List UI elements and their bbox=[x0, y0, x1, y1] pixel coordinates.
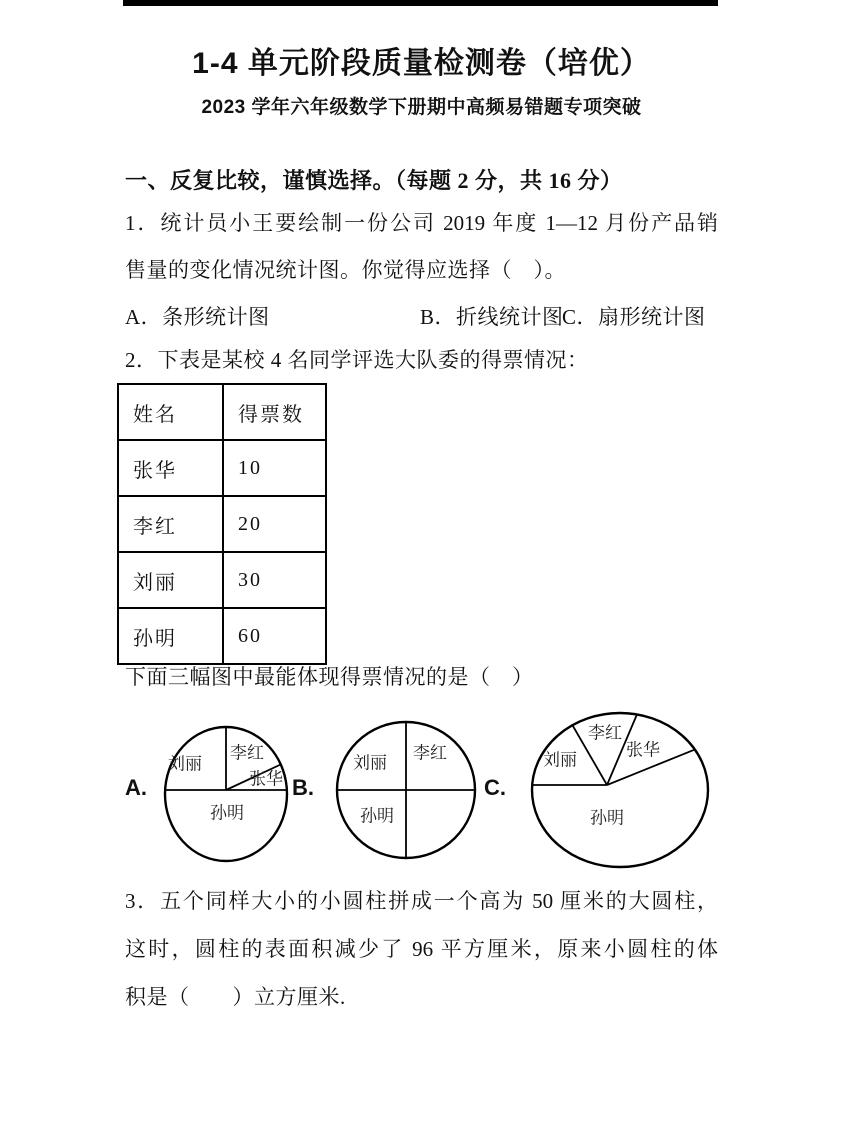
pie-slice-label: 刘丽 bbox=[168, 754, 202, 774]
votes-table bbox=[117, 383, 327, 665]
question-2-intro: 2．下表是某校 4 名同学评选大队委的得票情况： bbox=[125, 348, 589, 372]
question-1-option-b: B．折线统计图 bbox=[420, 305, 564, 329]
table-row bbox=[118, 552, 326, 608]
pie-option-label-b: B. bbox=[292, 775, 314, 800]
pie-slice-label: 李红 bbox=[230, 743, 264, 763]
table-row bbox=[118, 496, 326, 552]
pie-chart-b bbox=[332, 717, 480, 863]
pie-slice-label: 孙明 bbox=[360, 806, 394, 826]
table-header-row bbox=[118, 384, 326, 440]
pie-chart-a bbox=[160, 722, 292, 866]
question-3-line-1: 3．五个同样大小的小圆柱拼成一个高为 50 厘米的大圆柱， bbox=[125, 889, 718, 913]
pie-slice-label: 李红 bbox=[413, 743, 447, 763]
pie-slice-label: 张华 bbox=[249, 769, 283, 789]
question-1-option-c: C．扇形统计图 bbox=[562, 305, 706, 329]
pie-chart-c bbox=[527, 708, 713, 872]
pie-slice-label: 孙明 bbox=[590, 808, 624, 828]
pie-slice-label: 李红 bbox=[588, 723, 622, 743]
table-cell-votes: 10 bbox=[223, 440, 326, 496]
table-header-votes: 得票数 bbox=[223, 384, 326, 440]
table-header-name: 姓名 bbox=[118, 384, 223, 440]
page-title: 1-4 单元阶段质量检测卷（培优） bbox=[192, 47, 651, 80]
table-row bbox=[118, 608, 326, 664]
table-cell-votes: 60 bbox=[223, 608, 326, 664]
table-cell-votes: 30 bbox=[223, 552, 326, 608]
pie-option-label-c: C. bbox=[484, 775, 506, 800]
top-rule bbox=[123, 0, 718, 6]
page-subtitle: 2023 学年六年级数学下册期中高频易错题专项突破 bbox=[201, 97, 642, 118]
question-1-option-a: A．条形统计图 bbox=[125, 305, 270, 329]
table-cell-name: 张华 bbox=[118, 440, 223, 496]
question-3-line-2: 这时，圆柱的表面积减少了 96 平方厘米，原来小圆柱的体 bbox=[125, 937, 718, 961]
table-row bbox=[118, 440, 326, 496]
table-cell-name: 刘丽 bbox=[118, 552, 223, 608]
question-3-line-3: 积是（ ）立方厘米. bbox=[125, 985, 346, 1009]
table-cell-name: 李红 bbox=[118, 496, 223, 552]
table-cell-name: 孙明 bbox=[118, 608, 223, 664]
question-1-line-2: 售量的变化情况统计图。你觉得应选择（ ）。 bbox=[125, 258, 566, 282]
pie-slice-label: 刘丽 bbox=[543, 750, 577, 770]
pie-slice-label: 刘丽 bbox=[353, 753, 387, 773]
question-2-prompt: 下面三幅图中最能体现得票情况的是（ ） bbox=[125, 665, 534, 689]
section-heading: 一、反复比较，谨慎选择。（每题 2 分，共 16 分） bbox=[125, 168, 623, 193]
question-1-line-1: 1．统计员小王要绘制一份公司 2019 年度 1—12 月份产品销 bbox=[125, 211, 718, 235]
pie-option-label-a: A. bbox=[125, 775, 147, 800]
pie-slice-label: 孙明 bbox=[210, 803, 244, 823]
table-cell-votes: 20 bbox=[223, 496, 326, 552]
pie-slice-label: 张华 bbox=[626, 740, 660, 760]
